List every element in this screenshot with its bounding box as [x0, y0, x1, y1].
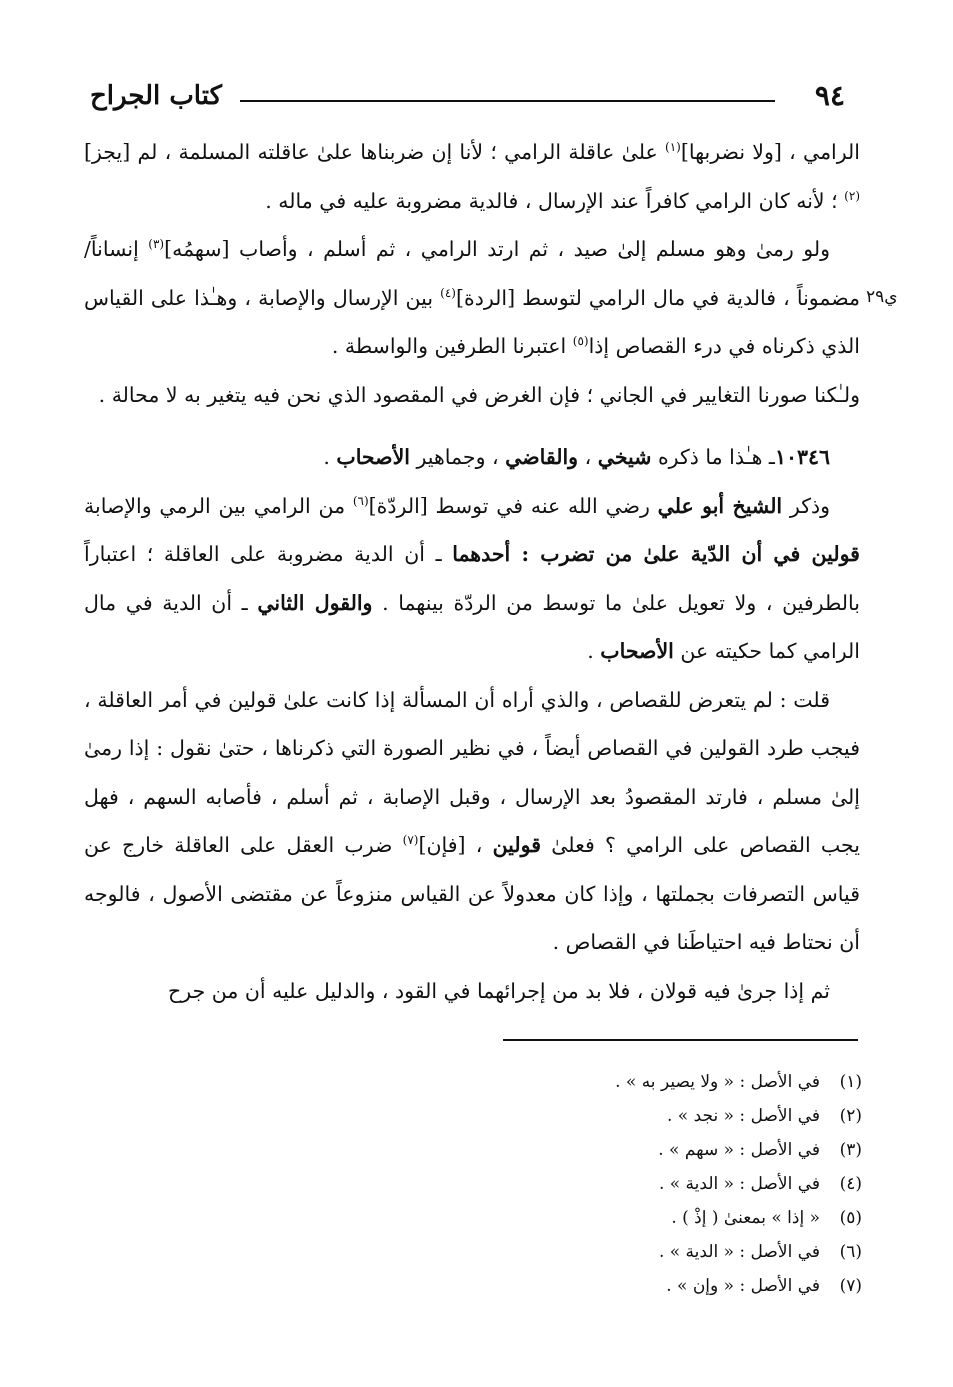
- text-segment: .: [323, 445, 337, 469]
- footnote-text: في الأصل : « الدية » .: [658, 1242, 820, 1262]
- paragraph-2: [84, 225, 860, 371]
- paragraph-3: ولـٰكنا صورنا التغايير في الجاني ؛ فإن الغرض في المقصود الذي نحن فيه يتغير به لا محالة .: [98, 382, 860, 407]
- footnote-text: « إذا » بمعنىٰ ( إذْ ) .: [671, 1208, 820, 1228]
- footnotes: [480, 1065, 862, 1303]
- text-segment: ضرب العقل على العاقلة خارج عن قياس التصرفات بجملتها ، وإذا كان معدولاً عن القياس منزوعاً عن مقتضى الأصول ، فالوجه أن نحتاط فيه احتياطَنا في القصاص .: [84, 833, 860, 954]
- footnote: [480, 1269, 862, 1303]
- footnote: [480, 1201, 862, 1235]
- text-segment: وذكر: [782, 493, 830, 518]
- footnote: [480, 1235, 862, 1269]
- paragraph-7: ثم إذا جرىٰ فيه قولان ، فلا بد من إجرائهما في القود ، والدليل عليه أن من جرح: [168, 978, 830, 1003]
- page-number: ٩٤: [814, 79, 845, 112]
- paragraph-6: [84, 676, 860, 967]
- paragraph-1: [84, 128, 860, 225]
- footnote: [480, 1133, 862, 1167]
- text-segment: ـ أن الدية مضروبة على العاقلة ؛ اعتباراً بالطرفين ، ولا تعويل علىٰ ما توسط من الردّة بينهما .: [84, 542, 861, 615]
- footnote-number: (٢): [839, 1106, 862, 1126]
- body-text: [84, 128, 860, 1015]
- margin-note: ي٢٩: [866, 287, 898, 307]
- footnote-number: (٧): [839, 1276, 862, 1296]
- bold-text: الأصحاب: [336, 445, 410, 469]
- text-segment: ، [فإن]: [418, 833, 493, 857]
- paragraph-5: [84, 482, 860, 676]
- footnote-rule: [503, 1039, 858, 1041]
- text-segment: من الرامي بين الرمي والإصابة: [84, 493, 353, 518]
- text-segment: ـ هـٰذا ما ذكره: [651, 445, 775, 469]
- bold-text: الشيخ أبو علي: [657, 493, 783, 518]
- footnote: [480, 1065, 862, 1099]
- footnote-ref: (٣): [148, 237, 165, 252]
- footnote-ref: (٤): [440, 285, 456, 300]
- bold-text: قولين: [492, 833, 542, 857]
- text-segment: قلت : لم يتعرض للقصاص ، والذي أراه أن المسألة إذا كانت علىٰ قولين في أمر العاقلة ، فيجب طرد القولين في القصاص أيضاً ، في نظير الصورة التي ذكرناها ، حتىٰ نقول : إذا رمىٰ إلىٰ مسلم ، فارتد المقصودُ بعد الإرسال ، وقبل الإصابة ، ثم أسلم ، فأصابه السهم ، فهل يجب القصاص على الرامي ؟ فعلىٰ: [84, 687, 860, 857]
- text-segment: إنساناً/ مضموناً ، فالدية في مال الرامي لتوسط [الردة]: [84, 237, 860, 310]
- text-segment: اعتبرنا الطرفين والواسطة .: [331, 334, 573, 358]
- bold-text: شيخي: [597, 445, 652, 469]
- footnote-ref: (٦): [352, 493, 369, 508]
- text-segment: .: [587, 639, 601, 663]
- footnote-text: في الأصل : « نجد » .: [666, 1106, 820, 1126]
- text-segment: علىٰ عاقلة الرامي ؛ لأنا إن ضربناها علىٰ عاقلته المسلمة ، لم [يجز]: [84, 140, 666, 164]
- footnote: [480, 1099, 862, 1133]
- text-segment: ، وجماهير: [409, 445, 506, 469]
- page-header: [90, 78, 845, 114]
- text-segment: ،: [578, 445, 598, 469]
- footnote-number: (٣): [839, 1140, 862, 1160]
- paragraph-4: [84, 433, 860, 482]
- footnote-text: في الأصل : « الدية » .: [658, 1174, 820, 1194]
- text-segment: بين الإرسال والإصابة ، وهـٰذا على القياس الذي ذكرناه في درء القصاص إذا: [84, 285, 860, 358]
- footnote-ref: (١): [665, 140, 681, 155]
- text-segment: الرامي ، [ولا نضربها]: [680, 140, 860, 164]
- footnote-ref: (٥): [572, 334, 589, 349]
- footnote-ref: (٢): [844, 188, 860, 203]
- bold-text: الأصحاب: [600, 639, 674, 663]
- footnote-text: في الأصل : « ولا يصير به » .: [615, 1072, 820, 1092]
- footnote-ref: (٧): [402, 833, 419, 848]
- footnote-text: في الأصل : « وإن » .: [666, 1276, 820, 1296]
- bold-text: والقاضي: [505, 445, 579, 469]
- bold-text: والقول الثاني: [257, 590, 373, 615]
- footnote-number: (٦): [839, 1242, 862, 1262]
- footnote-number: (٤): [839, 1174, 862, 1194]
- footnote-number: (٥): [839, 1208, 862, 1228]
- section-number: ١٠٣٤٦: [774, 445, 830, 469]
- footnote-text: في الأصل : « سهم » .: [658, 1140, 820, 1160]
- header-rule: [240, 100, 775, 102]
- text-segment: ؛ لأنه كان الرامي كافراً عند الإرسال ، فالدية مضروبة عليه في ماله .: [265, 188, 845, 213]
- text-segment: ـ أن الدية في مال الرامي كما حكيته عن: [84, 590, 860, 663]
- footnote-number: (١): [839, 1072, 862, 1092]
- footnote: [480, 1167, 862, 1201]
- text-segment: رضي الله عنه في توسط [الردّة]: [368, 493, 658, 518]
- bold-text: قولين في أن الدّية علىٰ من تضرب : أحدهما: [452, 542, 860, 566]
- book-title: كتاب الجراح: [90, 81, 222, 111]
- text-segment: ولو رمىٰ وهو مسلم إلىٰ صيد ، ثم ارتد الرامي ، ثم أسلم ، وأصاب [سهمُه]: [164, 237, 830, 261]
